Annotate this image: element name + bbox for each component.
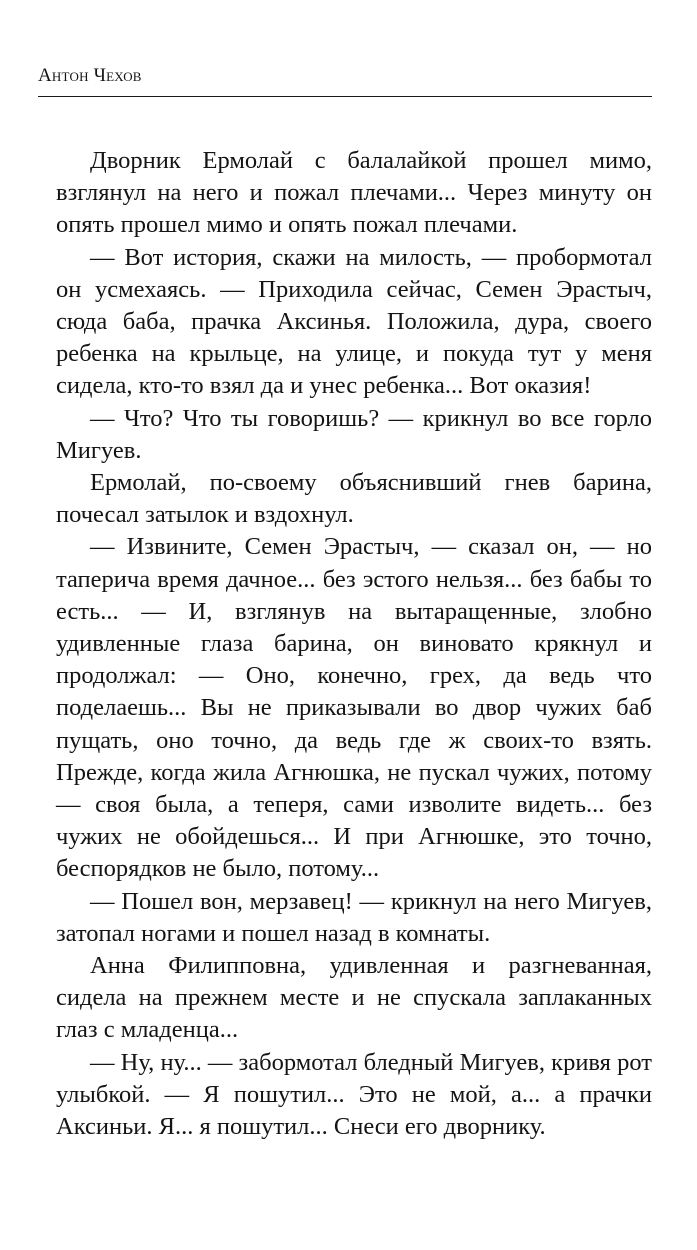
paragraph: — Что? Что ты говоришь? — крикнул во все горло Мигуев. bbox=[56, 404, 652, 464]
paragraph: — Вот история, скажи на милость, — пробормотал он усмехаясь. — Приходила сейчас, Семен Эрастыч, сюда баба, прачка Аксинья. Положила, дура, своего ребенка на крыльце, на улице, и покуда тут у меня сидела, кто-то взял да и унес ребенка... Вот оказия! bbox=[56, 243, 652, 400]
paragraph: Ермолай, по-своему объяснивший гнев барина, почесал затылок и вздохнул. bbox=[56, 469, 652, 529]
paragraph: — Извините, Семен Эрастыч, — сказал он, — но таперича время дачное... без эстого нельзя... без бабы то есть... — И, взглянув на вытаращенные, злобно удивленные глаза барина, он виновато крякнул и продолжал: — Оно, конечно, грех, да ведь что поделаешь... Вы не приказывали во двор чужих баб пущать, оно точно, да ведь где ж своих-то взять. Прежде, когда жила Агнюшка, не пускал чужих, потому — своя была, а теперя, сами изволите видеть... без чужих не обойдешься... И при Агнюшке, это точно, беспорядков не было, потому... bbox=[56, 533, 652, 883]
body-text bbox=[56, 145, 652, 1143]
paragraph: — Пошел вон, мерзавец! — крикнул на него Мигуев, затопал ногами и пошел назад в комнаты. bbox=[56, 887, 652, 947]
paragraph: Дворник Ермолай с балалайкой прошел мимо, взглянул на него и пожал плечами... Через минуту он опять прошел мимо и опять пожал плечами. bbox=[56, 147, 652, 239]
header-rule bbox=[38, 96, 652, 97]
paragraph: Анна Филипповна, удивленная и разгневанная, сидела на прежнем месте и не спускала заплаканных глаз с младенца... bbox=[56, 952, 652, 1044]
running-head: Антон Чехов bbox=[38, 65, 142, 86]
paragraph: — Ну, ну... — забормотал бледный Мигуев, кривя рот улыбкой. — Я пошутил... Это не мой, а... а прачки Аксиньи. Я... я пошутил... Снеси его дворнику. bbox=[56, 1048, 652, 1141]
